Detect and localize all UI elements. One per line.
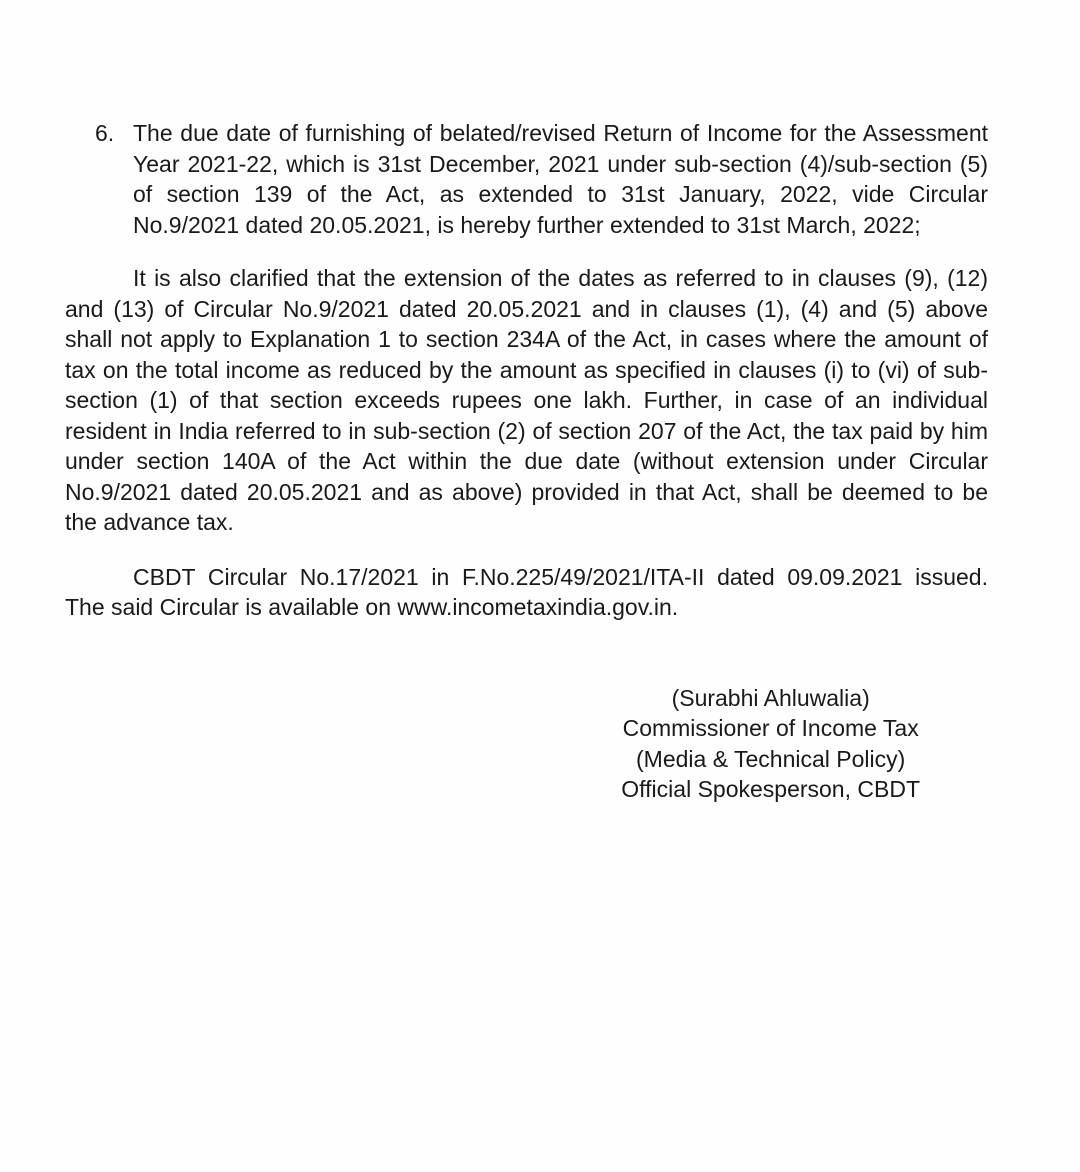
signature-row bbox=[65, 683, 988, 805]
signature-block bbox=[621, 683, 920, 805]
signature-name: (Surabhi Ahluwalia) bbox=[671, 684, 870, 711]
signature-title: Commissioner of Income Tax bbox=[622, 715, 919, 741]
signature-role: Official Spokesperson, CBDT bbox=[621, 776, 920, 802]
list-item-number: 6. bbox=[95, 120, 115, 146]
signature-department: (Media & Technical Policy) bbox=[636, 745, 906, 772]
paragraph-circular-issued: CBDT Circular No.17/2021 in F.No.225/49/2021/ITA-II dated 09.09.2021 issued. The said Circular is available on www.incometaxindia.gov.in. bbox=[65, 563, 988, 620]
paragraph-clarification: It is also clarified that the extension of the dates as referred to in clauses (9), (12) and (13) of Circular No.9/2021 dated 20.05.2021 and in clauses (1), (4) and (5) above shall not apply to Explanation 1 to section 234A of the Act, in cases where the amount of tax on the total income as reduced by the amount as specified in clauses (i) to (vi) of sub-section (1) of that section exceeds rupees one lakh. Further, in case of an individual resident in India referred to in sub-section (2) of section 207 of the Act, the tax paid by him under section 140A of the Act within the due date (without extension under Circular No.9/2021 dated 20.05.2021 and as above) provided in that Act, shall be deemed to be the advance tax. bbox=[65, 265, 988, 535]
numbered-item-6 bbox=[65, 118, 988, 240]
list-item-text: The due date of furnishing of belated/revised Return of Income for the Assessment Year 2021-22, which is 31st December, 2021 under sub-section (4)/sub-section (5) of section 139 of the Act, as extended to 31st January, 2022, vide Circular No.9/2021 dated 20.05.2021, is hereby further extended to 31st March, 2022; bbox=[133, 120, 988, 238]
